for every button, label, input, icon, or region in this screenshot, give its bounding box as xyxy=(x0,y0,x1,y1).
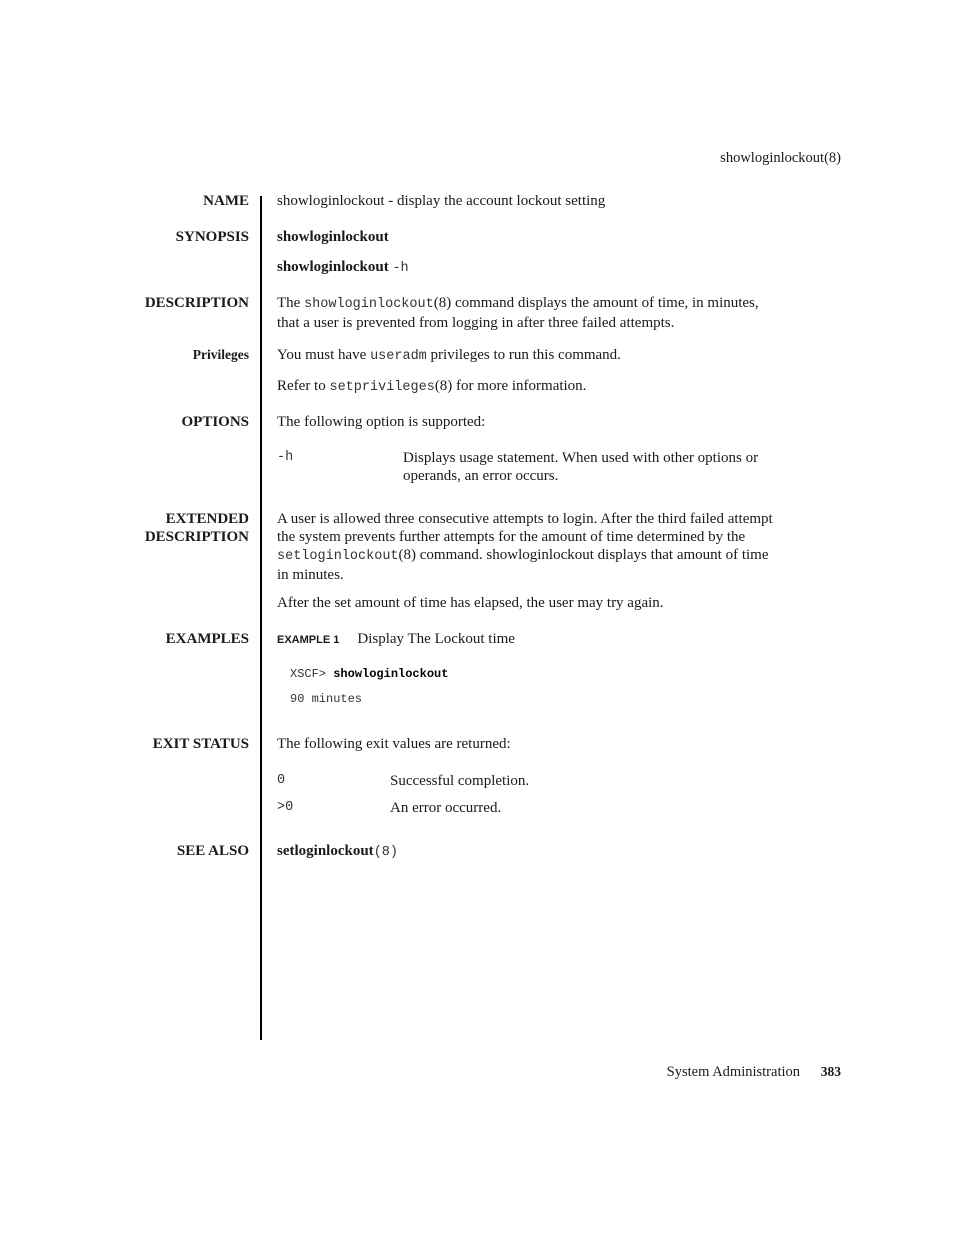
exit-code-1: >0 xyxy=(277,800,294,815)
privileges-code: useradm xyxy=(370,349,427,364)
page-number: 383 xyxy=(820,1064,841,1079)
extended-label-line-1: EXTENDED xyxy=(165,511,249,527)
section-label-examples: EXAMPLES xyxy=(165,631,249,647)
privileges-paragraph-2 xyxy=(277,377,842,397)
extended-line-2: the system prevents further attempts for the amount of time determined by the xyxy=(277,529,746,545)
extended-line-1: A user is allowed three consecutive attempts to login. After the third failed attempt xyxy=(277,511,773,527)
extended-label-line-2: DESCRIPTION xyxy=(144,529,249,545)
section-label-description: DESCRIPTION xyxy=(144,295,249,311)
example-command-line xyxy=(290,667,448,681)
synopsis-option: -h xyxy=(392,261,409,276)
footer-title: System Administration xyxy=(666,1064,800,1080)
privileges-text: You must have xyxy=(277,347,371,363)
privileges-paragraph-1 xyxy=(277,346,842,366)
privileges-refer-post: (8) for more information. xyxy=(434,378,587,394)
description-code: showloginlockout xyxy=(304,297,434,312)
exit-desc-0: Successful completion. xyxy=(390,773,530,789)
synopsis-line-2 xyxy=(277,258,842,278)
section-label-privileges: Privileges xyxy=(192,347,249,362)
description-line-2: that a user is prevented from logging in after three failed attempts. xyxy=(277,315,675,331)
section-label-name: NAME xyxy=(203,193,249,209)
option-description-line-1: Displays usage statement. When used with other options or xyxy=(403,450,759,466)
option-description-line-2: operands, an error occurs. xyxy=(403,468,559,484)
example-prompt: XSCF> xyxy=(290,667,327,681)
example-title: Display The Lockout time xyxy=(357,631,515,647)
privileges-refer-code: setprivileges xyxy=(329,380,435,395)
extended-line-3-post: (8) command. showloginlockout displays that amount of time xyxy=(398,547,769,563)
example-heading xyxy=(277,630,842,649)
section-label-exit-status: EXIT STATUS xyxy=(152,736,249,752)
example-label: EXAMPLE 1 xyxy=(277,634,340,646)
exit-code-0: 0 xyxy=(277,773,286,788)
section-label-see-also: SEE ALSO xyxy=(176,843,249,859)
name-text: showloginlockout - display the account lockout setting xyxy=(277,193,606,209)
extended-paragraph-1 xyxy=(277,510,842,584)
description-text-post: (8) command displays the amount of time, in minutes, xyxy=(433,295,759,311)
section-label-extended xyxy=(145,510,249,546)
exit-status-intro: The following exit values are returned: xyxy=(277,736,511,752)
see-also-reference[interactable] xyxy=(277,842,842,862)
privileges-text-post: privileges to run this command. xyxy=(426,347,621,363)
option-flag: -h xyxy=(277,450,294,465)
running-head: showloginlockout(8) xyxy=(720,150,841,166)
description-paragraph xyxy=(277,294,842,332)
section-label-options: OPTIONS xyxy=(181,414,249,430)
synopsis-cmd: showloginlockout xyxy=(277,259,389,275)
synopsis-line-1: showloginlockout xyxy=(277,229,389,245)
exit-desc-1: An error occurred. xyxy=(390,800,502,816)
description-text: The xyxy=(277,295,305,311)
extended-code: setloginlockout xyxy=(277,549,399,564)
extended-line-4: in minutes. xyxy=(277,567,344,583)
extended-paragraph-2: After the set amount of time has elapsed, the user may try again. xyxy=(277,595,664,611)
example-command: showloginlockout xyxy=(333,667,449,681)
option-description xyxy=(403,449,843,485)
privileges-refer-text: Refer to xyxy=(277,378,330,394)
section-label-synopsis: SYNOPSIS xyxy=(175,229,249,245)
options-intro: The following option is supported: xyxy=(277,414,486,430)
see-also-section: (8) xyxy=(373,845,398,860)
see-also-cmd[interactable]: setloginlockout xyxy=(277,843,374,859)
vertical-rule xyxy=(260,196,262,1040)
example-output: 90 minutes xyxy=(290,692,363,706)
